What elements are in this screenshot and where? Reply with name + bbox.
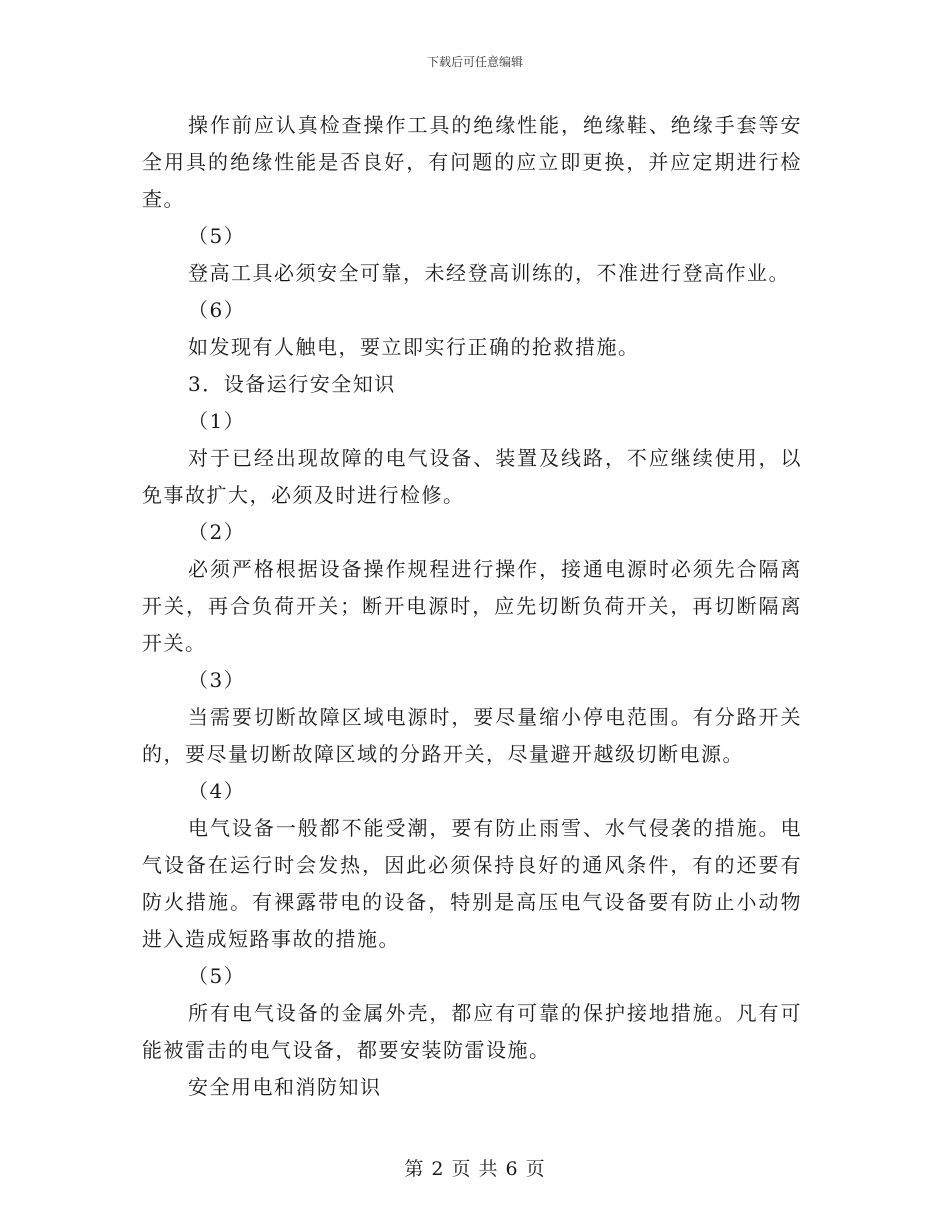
item-number: （5） [188,964,246,988]
paragraph-faulty-equipment: 对于已经出现故障的电气设备、装置及线路，不应继续使用，以免事故扩大，必须及时进行检修。 [142,446,802,507]
document-body [142,107,802,1106]
paragraph-climbing-tools: 登高工具必须安全可靠，未经登高训练的，不准进行登高作业。 [188,261,790,285]
item-number: （4） [188,779,246,803]
item-number: （1） [188,409,246,433]
page-footer: 第 2 页 共 6 页 [404,1158,546,1180]
section-heading: 3．设备运行安全知识 [188,372,396,396]
item-number: （3） [188,668,246,692]
item-number: （6） [188,298,246,322]
item-number: （2） [188,520,246,544]
paragraph-switch-operation: 必须严格根据设备操作规程进行操作，接通电源时必须先合隔离开关，再合负荷开关；断开电源时，应先切断负荷开关，再切断隔离开关。 [142,557,802,655]
paragraph-moisture-ventilation: 电气设备一般都不能受潮，要有防止雨雪、水气侵袭的措施。电气设备在运行时会发热，因此必须保持良好的通风条件，有的还要有防火措施。有裸露带电的设备，特别是高压电气设备要有防止小动物进入造成短路事故的措施。 [142,816,802,951]
paragraph-insulation-check: 操作前应认真检查操作工具的绝缘性能，绝缘鞋、绝缘手套等安全用具的绝缘性能是否良好，有问题的应立即更换，并应定期进行检查。 [142,113,802,211]
paragraph-fault-isolation: 当需要切断故障区域电源时，要尽量缩小停电范围。有分路开关的，要尽量切断故障区域的分路开关，尽量避开越级切断电源。 [142,705,802,766]
paragraph-electric-shock-rescue: 如发现有人触电，要立即实行正确的抢救措施。 [188,335,640,359]
section-heading: 安全用电和消防知识 [188,1075,382,1099]
page-header: 下载后可任意编辑 [426,55,523,69]
paragraph-grounding-lightning: 所有电气设备的金属外壳，都应有可靠的保护接地措施。凡有可能被雷击的电气设备，都要安装防雷设施。 [142,1001,802,1062]
item-number: （5） [188,224,246,248]
